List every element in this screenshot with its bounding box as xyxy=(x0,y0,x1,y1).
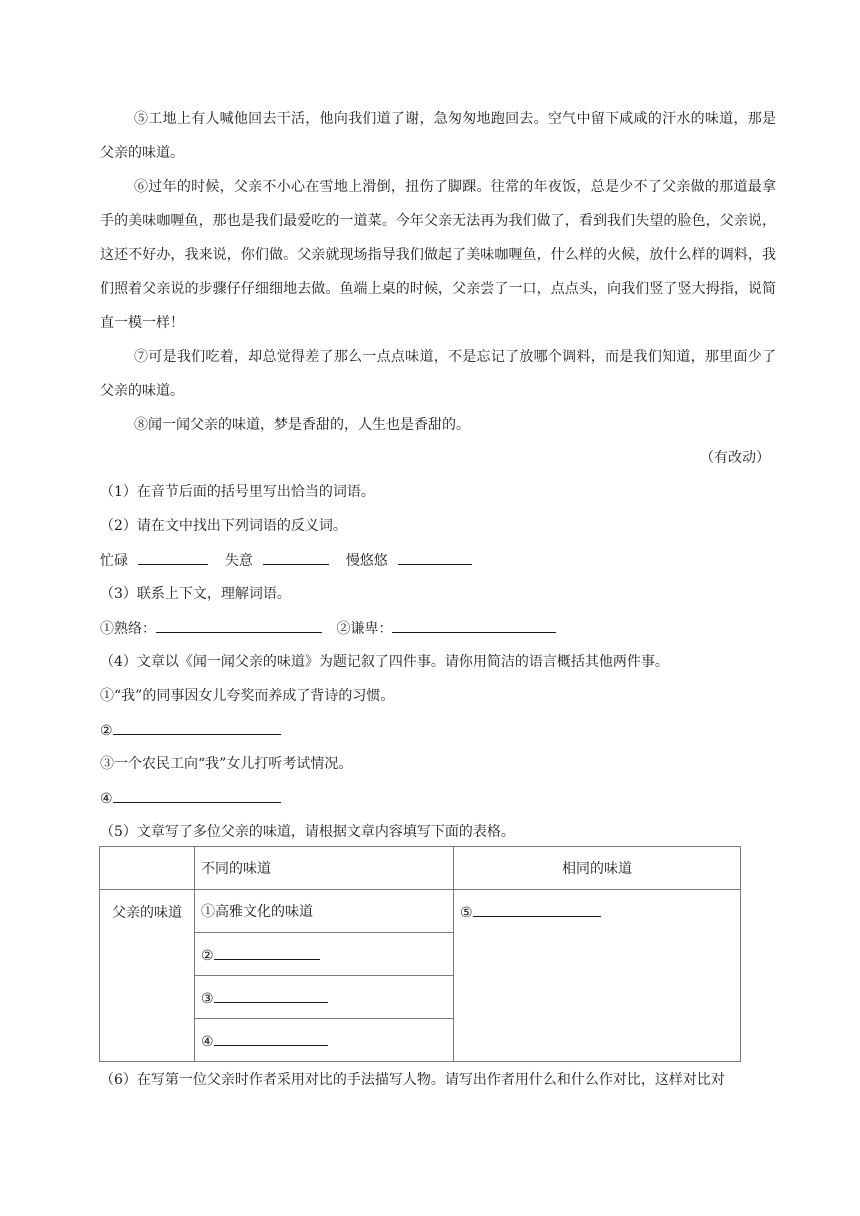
paragraph-5: ⑤工地上有人喊他回去干活，他向我们道了谢，急匆匆地跑回去。空气中留下咸咸的汗水的味道，那是父亲的味道。 xyxy=(100,111,776,161)
paragraph-7: ⑦可是我们吃着，却总觉得差了那么一点点味道，不是忘记了放哪个调料，而是我们知道，那里面少了父亲的味道。 xyxy=(100,349,776,399)
question-5: （5）文章写了多位父亲的味道，请根据文章内容填写下面的表格。 xyxy=(100,824,515,840)
word-meaning-row xyxy=(100,618,556,639)
header-same-flavor: 相同的味道 xyxy=(454,847,741,890)
antonym-word: 忙碌 xyxy=(100,553,128,569)
answer-blank[interactable] xyxy=(113,720,281,735)
question-3: （3）联系上下文，理解词语。 xyxy=(100,586,291,602)
item-number: ③ xyxy=(201,990,214,1007)
answer-blank[interactable] xyxy=(263,550,329,565)
event-item: ③一个农民工向“我”女儿打听考试情况。 xyxy=(100,756,353,772)
row-label: 父亲的味道 xyxy=(100,890,195,1062)
different-flavor-cell xyxy=(195,1019,454,1062)
item-number: ② xyxy=(201,947,214,964)
item-number: ④ xyxy=(201,1033,214,1050)
event-item: ①“我”的同事因女儿夸奖而养成了背诗的习惯。 xyxy=(100,688,395,704)
different-flavor-cell xyxy=(195,933,454,976)
answer-blank[interactable] xyxy=(398,550,472,565)
antonym-word: 慢悠悠 xyxy=(345,553,388,569)
answer-blank[interactable] xyxy=(113,788,281,803)
answer-blank[interactable] xyxy=(138,550,208,565)
word-label: ①熟络： xyxy=(100,621,156,637)
question-4: （4）文章以《闻一闻父亲的味道》为题记叙了四件事。请你用简洁的语言概括其他两件事。 xyxy=(100,654,669,670)
answer-table xyxy=(99,846,741,1062)
answer-blank[interactable] xyxy=(473,902,601,917)
answer-blank[interactable] xyxy=(214,1031,328,1046)
event-item-blank xyxy=(100,788,281,809)
question-6: （6）在写第一位父亲时作者采用对比的手法描写人物。请写出作者用什么和什么作对比，这样对比对 xyxy=(100,1072,725,1088)
table-corner-cell xyxy=(100,847,195,890)
same-flavor-cell xyxy=(454,890,741,1062)
word-label: ②谦卑： xyxy=(336,621,393,637)
item-number: ⑤ xyxy=(460,905,473,921)
question-1: （1）在音节后面的括号里写出恰当的词语。 xyxy=(100,484,375,500)
item-number: ② xyxy=(100,723,113,739)
question-2: （2）请在文中找出下列词语的反义词。 xyxy=(100,518,347,534)
answer-blank[interactable] xyxy=(214,988,328,1003)
item-number: ④ xyxy=(100,791,113,807)
answer-blank[interactable] xyxy=(156,618,322,633)
event-item-blank xyxy=(100,720,281,741)
answer-blank[interactable] xyxy=(214,945,320,960)
header-different-flavor: 不同的味道 xyxy=(195,847,454,890)
different-flavor-cell: ①高雅文化的味道 xyxy=(195,890,454,933)
source-note: （有改动） xyxy=(700,450,770,466)
paragraph-6: ⑥过年的时候，父亲不小心在雪地上滑倒，扭伤了脚踝。往常的年夜饭，总是少不了父亲做的那道最拿手的美味咖喱鱼，那也是我们最爱吃的一道菜。今年父亲无法再为我们做了，看到我们失望的脸色，父亲说，这还不好办，我来说，你们做。父亲就现场指导我们做起了美味咖喱鱼，什么样的火候，放什么样的调料，我们照着父亲说的步骤仔仔细细地去做。鱼端上桌的时候，父亲尝了一口，点点头，向我们竖了竖大拇指，说简直一模一样！ xyxy=(100,179,776,331)
different-flavor-cell xyxy=(195,976,454,1019)
antonym-row xyxy=(100,550,472,571)
paragraph-8: ⑧闻一闻父亲的味道，梦是香甜的，人生也是香甜的。 xyxy=(134,417,470,433)
answer-blank[interactable] xyxy=(392,618,556,633)
antonym-word: 失意 xyxy=(224,553,253,569)
